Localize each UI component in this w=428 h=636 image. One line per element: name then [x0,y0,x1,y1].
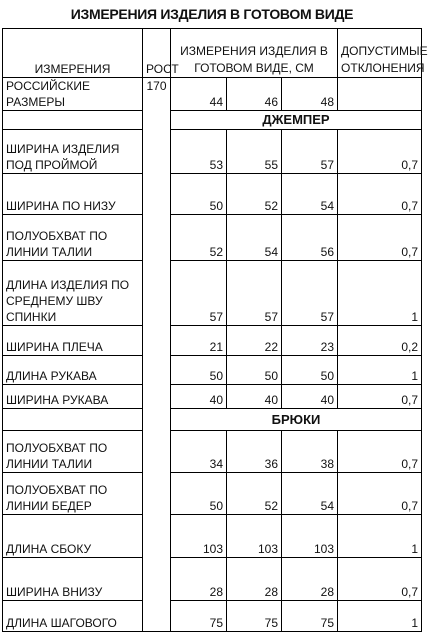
measurement-label: ПОЛУОБХВАТ ПО ЛИНИИ ТАЛИИ [3,215,143,261]
measurement-value: 57 [227,261,282,326]
tolerance-value: 1 [338,601,422,632]
measurement-value: 40 [171,385,227,409]
measurement-value: 54 [227,215,282,261]
tolerance-value: 1 [338,356,422,385]
measurement-value: 103 [282,515,338,558]
table-row [3,515,422,558]
tolerance-value: 0,7 [338,473,422,515]
growth-value: 170 [143,78,171,632]
measurement-label: ШИРИНА РУКАВА [3,385,143,409]
table-row [3,356,422,385]
measurement-label: ШИРИНА ИЗДЕЛИЯ ПОД ПРОЙМОЙ [3,130,143,174]
page-title: ИЗМЕРЕНИЯ ИЗДЕЛИЯ В ГОТОВОМ ВИДЕ [70,6,354,22]
tolerance-value: 0,7 [338,174,422,215]
measurement-value: 75 [227,601,282,632]
sizes-row [3,78,422,111]
measurement-value: 54 [282,473,338,515]
measurement-value: 21 [171,326,227,356]
measurement-value: 57 [282,261,338,326]
tolerance-value: 0,7 [338,558,422,601]
measurement-value: 28 [171,558,227,601]
measurement-value: 52 [171,215,227,261]
empty-cell [3,409,143,431]
measurement-value: 40 [227,385,282,409]
size-value: 44 [171,78,227,111]
measurement-value: 75 [171,601,227,632]
measurement-value: 28 [282,558,338,601]
size-value: 48 [282,78,338,111]
table-row [3,385,422,409]
measurement-value: 103 [227,515,282,558]
measurement-value: 75 [282,601,338,632]
tolerance-value: 0,7 [338,215,422,261]
measurement-value: 50 [282,356,338,385]
measurement-value: 57 [282,130,338,174]
tolerance-value: 0,7 [338,431,422,473]
table-row [3,431,422,473]
measurement-label: ДЛИНА ИЗДЕЛИЯ ПО СРЕДНЕМУ ШВУ СПИНКИ [3,261,143,326]
table-row [3,130,422,174]
table-row [3,601,422,632]
header-tolerances: ДОПУСТИМЫЕ ОТКЛОНЕНИЯ [338,29,422,78]
measurement-value: 103 [171,515,227,558]
measurement-value: 52 [227,473,282,515]
measurement-value: 55 [227,130,282,174]
sizes-row-label: РОССИЙСКИЕ РАЗМЕРЫ [3,78,143,111]
table-row [3,215,422,261]
measurement-value: 22 [227,326,282,356]
size-value: 46 [227,78,282,111]
tolerance-value: 0,7 [338,130,422,174]
table-row [3,326,422,356]
measurement-value: 50 [171,473,227,515]
tolerance-value: 0,2 [338,326,422,356]
measurement-label: ДЛИНА СБОКУ [3,515,143,558]
measurement-value: 53 [171,130,227,174]
measurement-label: ПОЛУОБХВАТ ПО ЛИНИИ ТАЛИИ [3,431,143,473]
measurement-value: 40 [282,385,338,409]
measurement-value: 38 [282,431,338,473]
header-measurements: ИЗМЕРЕНИЯ [3,29,143,78]
table-row [3,174,422,215]
measurement-value: 28 [227,558,282,601]
measurement-label: ДЛИНА РУКАВА [3,356,143,385]
header-garment-sizes: ИЗМЕРЕНИЯ ИЗДЕЛИЯ В ГОТОВОМ ВИДЕ, СМ [171,29,338,78]
measurement-value: 50 [227,356,282,385]
section-header-row [3,111,422,130]
measurement-value: 56 [282,215,338,261]
section-title: БРЮКИ [171,409,422,431]
measurement-value: 50 [171,356,227,385]
tolerance-value: 0,7 [338,385,422,409]
measurement-label: ДЛИНА ШАГОВОГО [3,601,143,632]
measurement-value: 57 [171,261,227,326]
section-header-row [3,409,422,431]
measurement-value: 23 [282,326,338,356]
table-row [3,473,422,515]
measurement-value: 34 [171,431,227,473]
measurement-label: ШИРИНА ПЛЕЧА [3,326,143,356]
measurement-value: 52 [227,174,282,215]
table-row [3,261,422,326]
empty-cell [338,78,422,111]
measurement-label: ПОЛУОБХВАТ ПО ЛИНИИ БЕДЕР [3,473,143,515]
measurement-label: ШИРИНА ВНИЗУ [3,558,143,601]
measurement-value: 54 [282,174,338,215]
header-growth: РОСТ [143,29,171,78]
empty-cell [3,111,143,130]
table-row [3,558,422,601]
measurement-label: ШИРИНА ПО НИЗУ [3,174,143,215]
tolerance-value: 1 [338,515,422,558]
measurement-value: 36 [227,431,282,473]
section-title: ДЖЕМПЕР [171,111,422,130]
measurement-value: 50 [171,174,227,215]
measurements-table [2,28,428,632]
tolerance-value: 1 [338,261,422,326]
